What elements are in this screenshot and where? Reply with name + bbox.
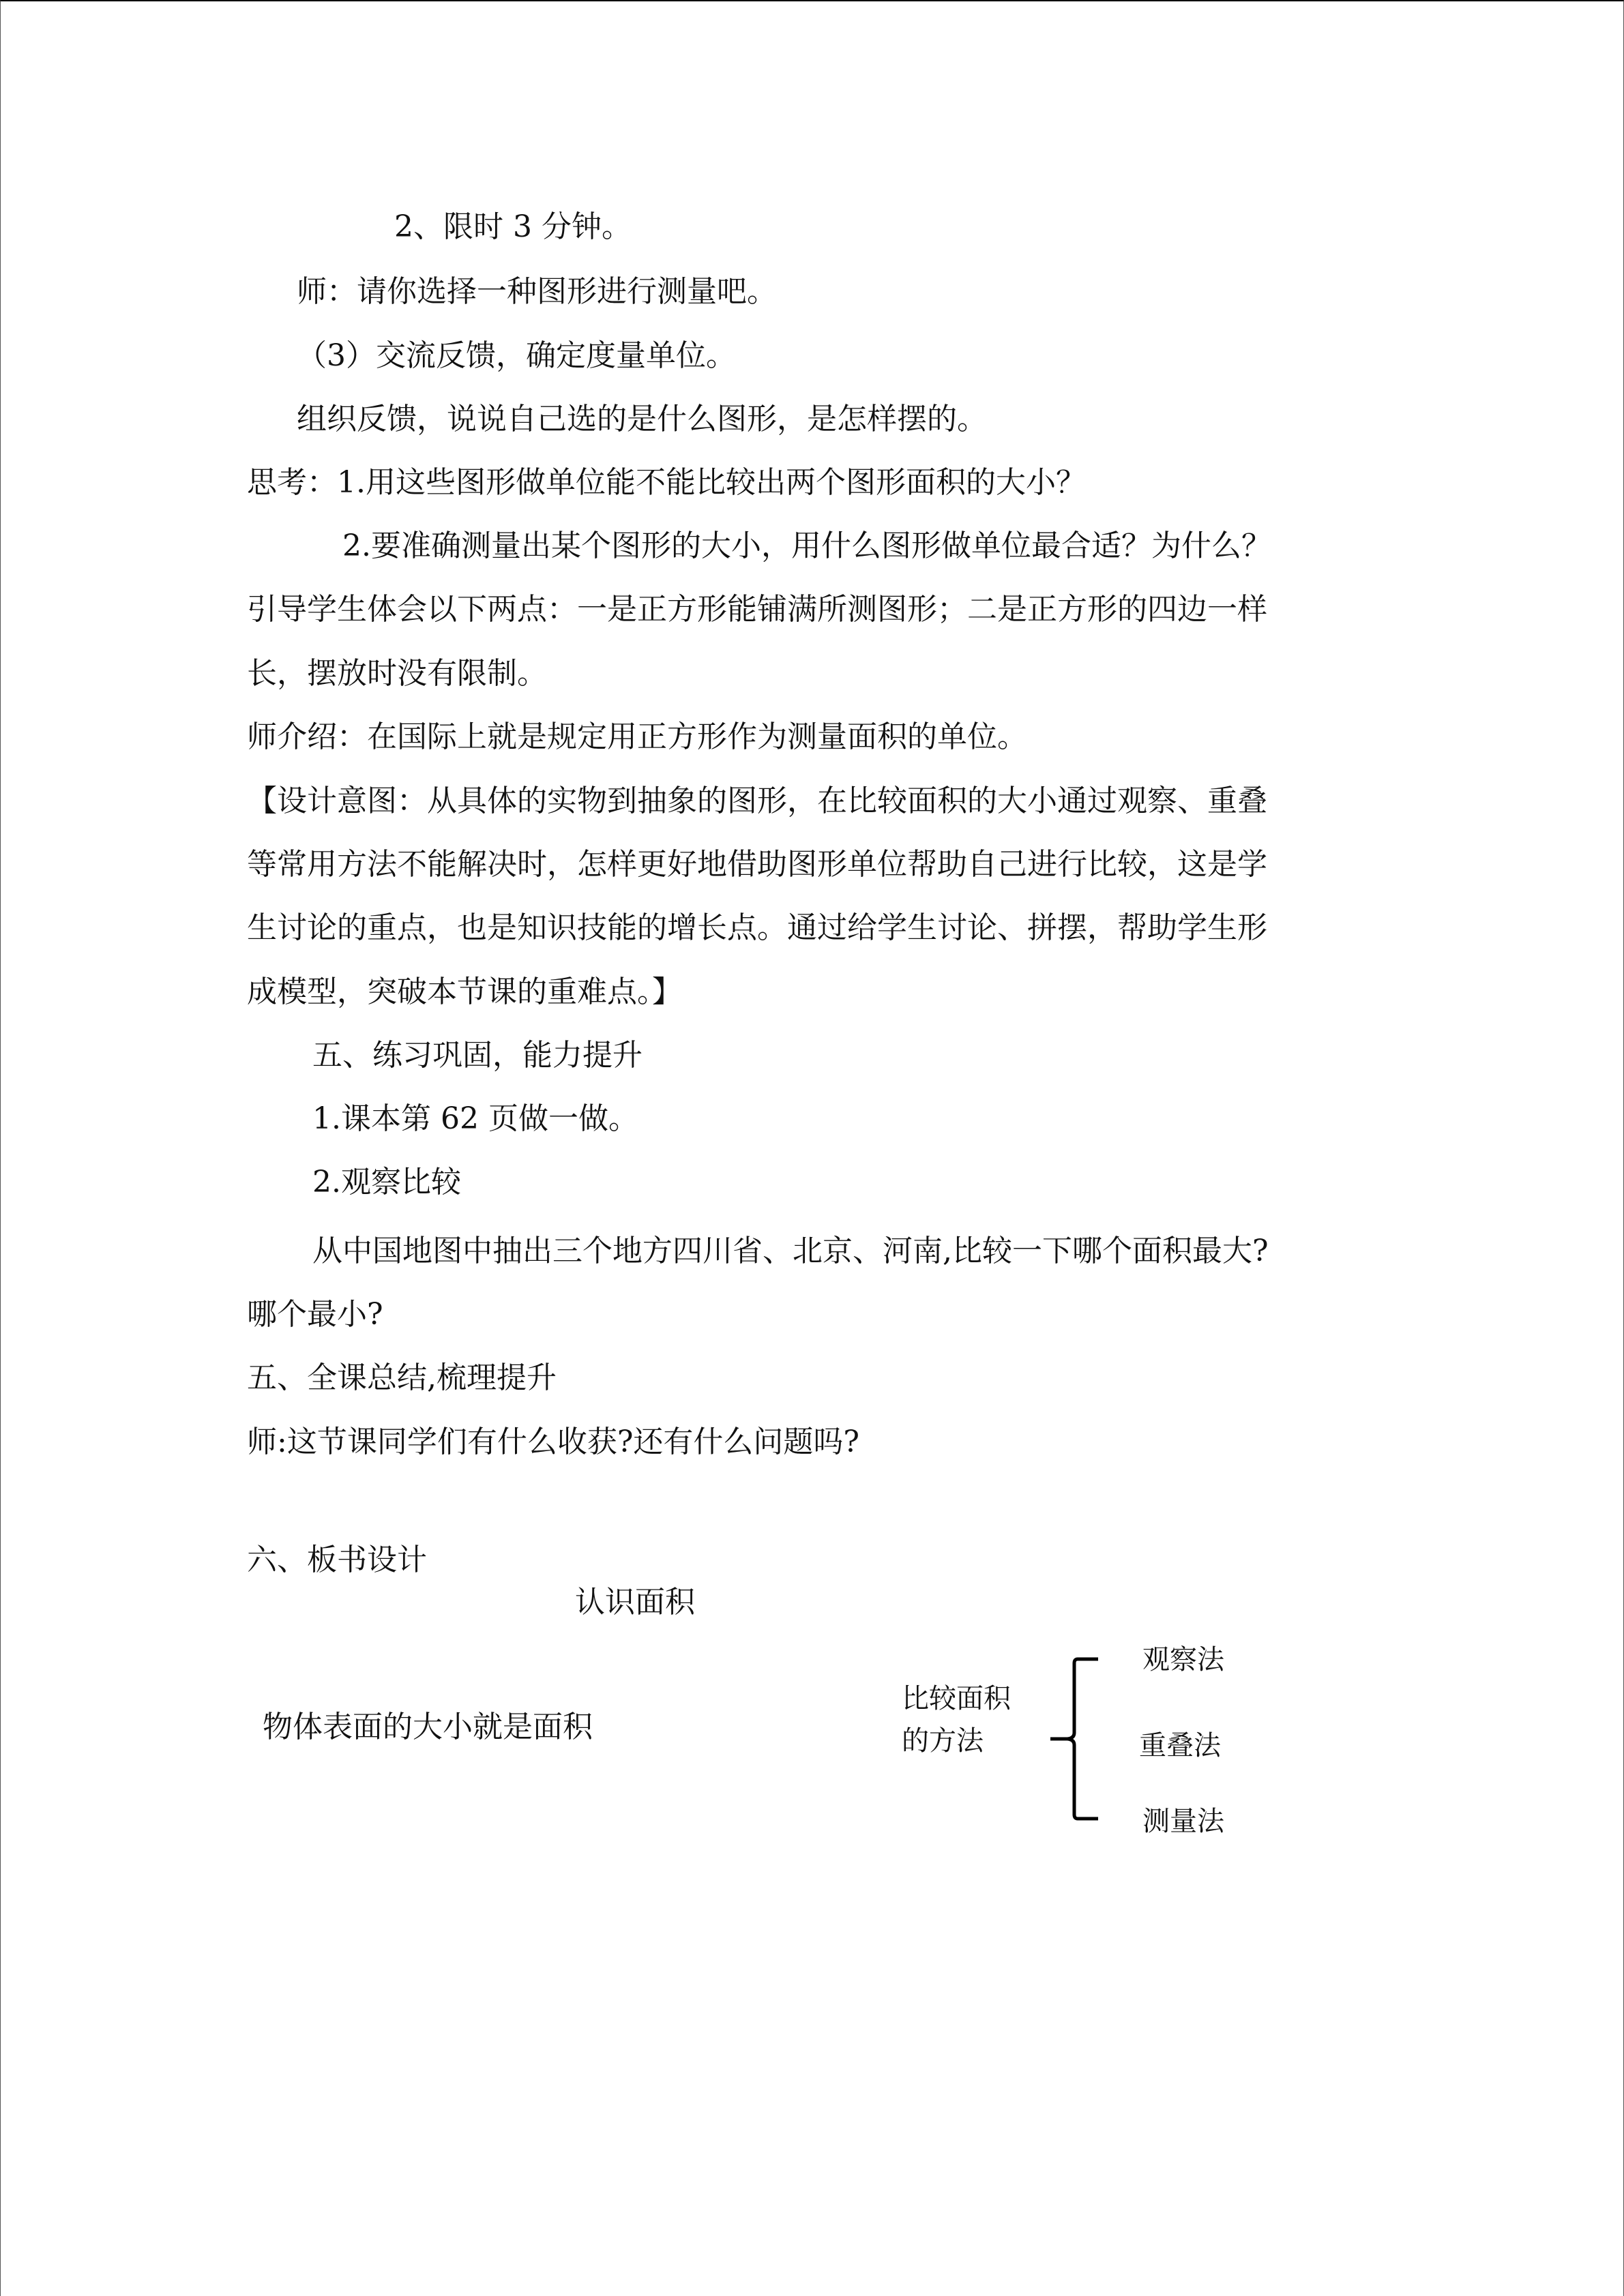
section-heading: 六、板书设计	[247, 1542, 427, 1577]
method-item: 重叠法	[1139, 1730, 1221, 1761]
text-line: 思考：1.用这些图形做单位能不能比较出两个图形面积的大小？	[247, 465, 1086, 500]
text-line: 师:这节课同学们有什么收获?还有什么问题吗?	[247, 1425, 860, 1459]
board-definition: 物体表面的大小就是面积	[263, 1710, 593, 1744]
section-heading: 五、练习巩固，能力提升	[312, 1038, 643, 1073]
text-line: 1.课本第 62 页做一做。	[312, 1101, 638, 1136]
section-heading: 五、全课总结,梳理提升	[247, 1360, 557, 1395]
text-line: 2.观察比较	[312, 1165, 461, 1199]
methods-label: 比较面积	[902, 1683, 1011, 1714]
text-line: 哪个最小?	[247, 1297, 383, 1332]
methods-label: 的方法	[902, 1725, 984, 1757]
text-line: 生讨论的重点，也是知识技能的增长点。通过给学生讨论、拼摆，帮助学生形	[247, 910, 1267, 945]
text-line: 2.要准确测量出某个图形的大小，用什么图形做单位最合适？为什么？	[342, 528, 1271, 563]
curly-brace	[1047, 1654, 1108, 1824]
method-item: 测量法	[1142, 1806, 1224, 1837]
text-line: 师介绍：在国际上就是规定用正方形作为测量面积的单位。	[247, 719, 1027, 754]
text-line: 等常用方法不能解决时，怎样更好地借助图形单位帮助自己进行比较，这是学	[247, 847, 1267, 882]
text-line: （3）交流反馈，确定度量单位。	[297, 338, 736, 373]
text-line: 长，摆放时没有限制。	[247, 656, 547, 691]
text-line: 【设计意图：从具体的实物到抽象的图形，在比较面积的大小通过观察、重叠	[247, 784, 1267, 818]
text-line: 成模型，突破本节课的重难点。】	[247, 974, 682, 1009]
text-line: 师：请你选择一种图形进行测量吧。	[297, 274, 777, 309]
text-line: 从中国地图中抽出三个地方四川省、北京、河南,比较一下哪个面积最大?	[312, 1234, 1269, 1268]
board-title: 认识面积	[575, 1585, 695, 1620]
text-line: 组织反馈，说说自己选的是什么图形，是怎样摆的。	[297, 402, 987, 436]
text-line: 2、限时 3 分钟。	[394, 209, 632, 244]
method-item: 观察法	[1142, 1644, 1224, 1675]
text-line: 引导学生体会以下两点：一是正方形能铺满所测图形；二是正方形的四边一样	[247, 592, 1267, 627]
